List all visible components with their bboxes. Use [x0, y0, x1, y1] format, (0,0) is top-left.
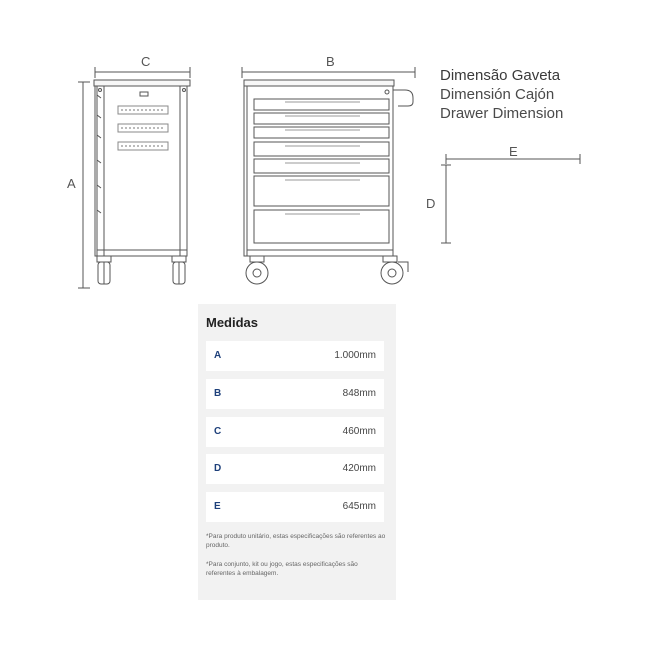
note-unit-product: *Para produto unitário, estas especificações são referentes ao produto.	[206, 533, 386, 549]
dimension-a-line	[78, 82, 90, 288]
note-kit-package: *Para conjunto, kit ou jogo, estas especificações são referentes à embalagem.	[206, 561, 358, 577]
measures-title: Medidas	[206, 315, 259, 330]
measure-row-a	[206, 341, 384, 371]
drawer-dimension-titles	[440, 66, 563, 123]
title-portuguese: Dimensão Gaveta	[440, 67, 561, 84]
measure-key: C	[214, 426, 222, 437]
label-b: B	[326, 54, 335, 69]
measure-key: D	[214, 463, 222, 474]
measure-value: 645mm	[342, 501, 376, 512]
measure-row-b	[206, 379, 384, 409]
measure-row-c	[206, 417, 384, 447]
measures-panel	[198, 304, 396, 600]
label-e: E	[509, 144, 518, 159]
measure-key: E	[214, 501, 221, 512]
side-view	[94, 80, 190, 284]
cabinet-drawing	[0, 0, 650, 300]
measure-value: 1.000mm	[334, 350, 376, 361]
label-a: A	[67, 176, 76, 191]
measure-value: 460mm	[342, 426, 376, 437]
measure-key: B	[214, 388, 222, 399]
measure-value: 420mm	[342, 463, 376, 474]
title-english: Drawer Dimension	[440, 105, 564, 122]
label-c: C	[141, 54, 151, 69]
drawer-dimension-d	[441, 165, 451, 243]
front-view	[244, 80, 413, 284]
measure-value: 848mm	[342, 388, 376, 399]
measure-key: A	[214, 350, 222, 361]
title-spanish: Dimensión Cajón	[440, 86, 555, 103]
measure-row-d	[206, 454, 384, 484]
label-d: D	[426, 196, 436, 211]
measure-row-e	[206, 492, 384, 522]
